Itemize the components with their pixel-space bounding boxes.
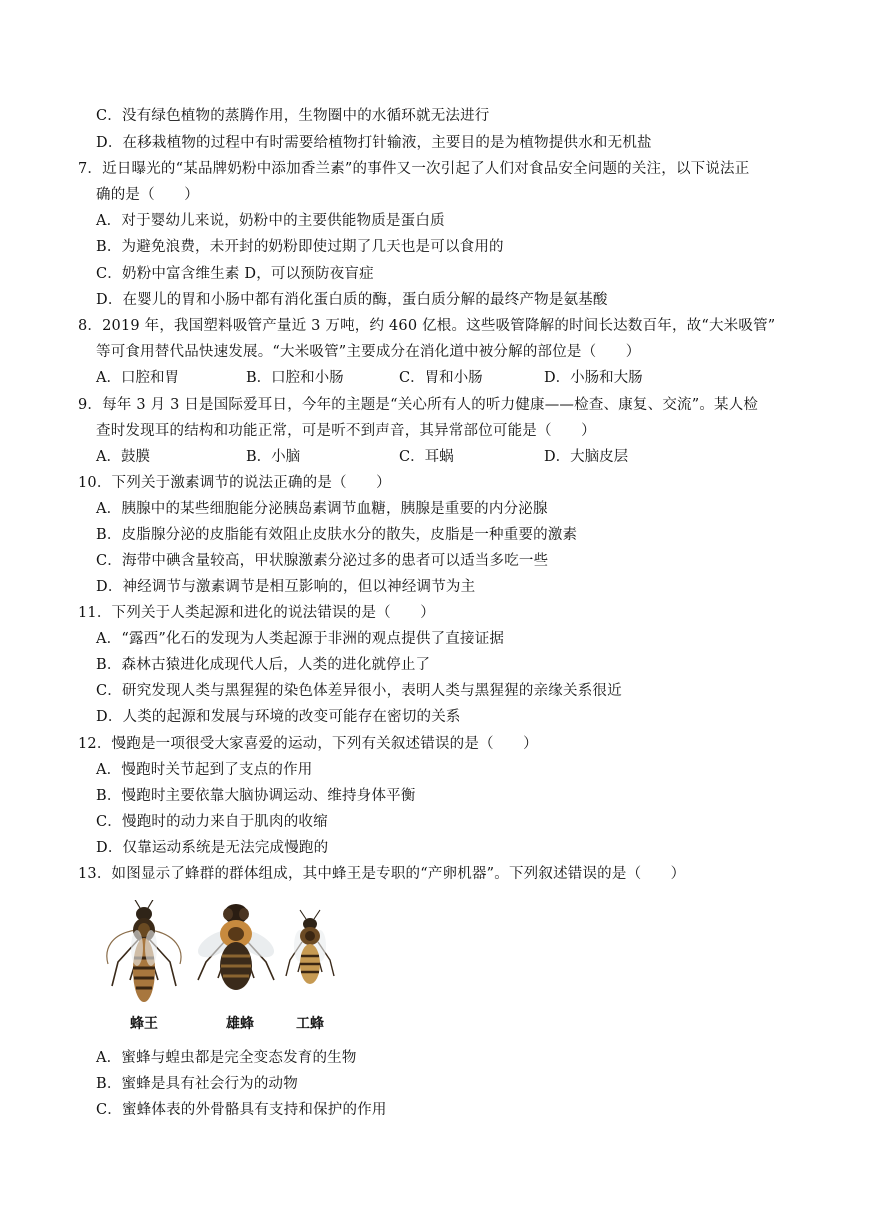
q8-option-d: D．小肠和大肠 <box>544 370 643 386</box>
queen-bee-label: 蜂王 <box>130 1016 158 1032</box>
q10-option-c: C．海带中碘含量较高，甲状腺激素分泌过多的患者可以适当多吃一些 <box>96 553 549 569</box>
q13-option-b: B．蜜蜂是具有社会行为的动物 <box>96 1076 298 1092</box>
q8-stem-line2: 等可食用替代品快速发展。“大米吸管”主要成分在消化道中被分解的部位是（ ） <box>96 344 641 360</box>
q8-option-a: A．口腔和胃 <box>96 370 179 386</box>
q8-option-b: B．口腔和小肠 <box>246 370 344 386</box>
worker-bee-icon <box>286 910 334 984</box>
q8-option-c: C．胃和小肠 <box>399 370 483 386</box>
q11-stem: 11．下列关于人类起源和进化的说法错误的是（ ） <box>78 605 435 621</box>
prev-option-c: C．没有绿色植物的蒸腾作用，生物圈中的水循环就无法进行 <box>96 108 490 124</box>
q12-stem: 12．慢跑是一项很受大家喜爱的运动，下列有关叙述错误的是（ ） <box>78 736 538 752</box>
q13-option-c: C．蜜蜂体表的外骨骼具有支持和保护的作用 <box>96 1102 387 1118</box>
q7-option-d: D．在婴儿的胃和小肠中都有消化蛋白质的酶，蛋白质分解的最终产物是氨基酸 <box>96 292 608 308</box>
q12-option-d: D．仅靠运动系统是无法完成慢跑的 <box>96 840 329 856</box>
q13-option-a: A．蜜蜂与蝗虫都是完全变态发育的生物 <box>96 1050 357 1066</box>
worker-bee-label: 工蜂 <box>296 1016 324 1032</box>
bee-colony-figure <box>100 900 350 1035</box>
q9-stem-line1: 9．每年 3 月 3 日是国际爱耳日，今年的主题是“关心所有人的听力健康——检查、康复、交流”。某人检 <box>78 397 759 413</box>
bee-illustrations <box>100 900 350 1012</box>
q7-option-b: B．为避免浪费，未开封的奶粉即使过期了几天也是可以食用的 <box>96 239 504 255</box>
q12-option-b: B．慢跑时主要依靠大脑协调运动、维持身体平衡 <box>96 788 416 804</box>
q11-option-b: B．森林古猿进化成现代人后，人类的进化就停止了 <box>96 657 431 673</box>
drone-bee-label: 雄蜂 <box>226 1016 254 1032</box>
q9-option-a: A．鼓膜 <box>96 449 150 465</box>
q12-option-c: C．慢跑时的动力来自于肌肉的收缩 <box>96 814 328 830</box>
q9-stem-line2: 查时发现耳的结构和功能正常，可是听不到声音，其异常部位可能是（ ） <box>96 423 596 439</box>
prev-option-d: D．在移栽植物的过程中有时需要给植物打针输液，主要目的是为植物提供水和无机盐 <box>96 135 652 151</box>
q8-stem-line1: 8．2019 年，我国塑料吸管产量近 3 万吨，约 460 亿根。这些吸管降解的时间长达数百年，故“大米吸管” <box>78 318 776 334</box>
q10-option-d: D．神经调节与激素调节是相互影响的，但以神经调节为主 <box>96 579 476 595</box>
q9-option-b: B．小脑 <box>246 449 301 465</box>
q7-stem-line1: 7．近日曝光的“某品牌奶粉中添加香兰素”的事件又一次引起了人们对食品安全问题的关注，以下说法正 <box>78 161 750 177</box>
q11-option-d: D．人类的起源和发展与环境的改变可能存在密切的关系 <box>96 709 461 725</box>
q11-option-a: A．“露西”化石的发现为人类起源于非洲的观点提供了直接证据 <box>96 631 505 647</box>
q9-option-c: C．耳蜗 <box>399 449 454 465</box>
drone-bee-icon <box>194 904 279 990</box>
q7-option-c: C．奶粉中富含维生素 D，可以预防夜盲症 <box>96 266 374 282</box>
q10-option-a: A．胰腺中的某些细胞能分泌胰岛素调节血糖，胰腺是重要的内分泌腺 <box>96 501 548 517</box>
q11-option-c: C．研究发现人类与黑猩猩的染色体差异很小，表明人类与黑猩猩的亲缘关系很近 <box>96 683 622 699</box>
q13-stem: 13．如图显示了蜂群的群体组成，其中蜂王是专职的“产卵机器”。下列叙述错误的是（ ） <box>78 866 686 882</box>
q9-option-d: D．大脑皮层 <box>544 449 629 465</box>
q10-option-b: B．皮脂腺分泌的皮脂能有效阻止皮肤水分的散失，皮脂是一种重要的激素 <box>96 527 578 543</box>
q12-option-a: A．慢跑时关节起到了支点的作用 <box>96 762 313 778</box>
q10-stem: 10．下列关于激素调节的说法正确的是（ ） <box>78 475 391 491</box>
q7-stem-line2: 确的是（ ） <box>96 187 199 203</box>
queen-bee-icon <box>107 900 181 1002</box>
q7-option-a: A．对于婴幼儿来说，奶粉中的主要供能物质是蛋白质 <box>96 213 445 229</box>
